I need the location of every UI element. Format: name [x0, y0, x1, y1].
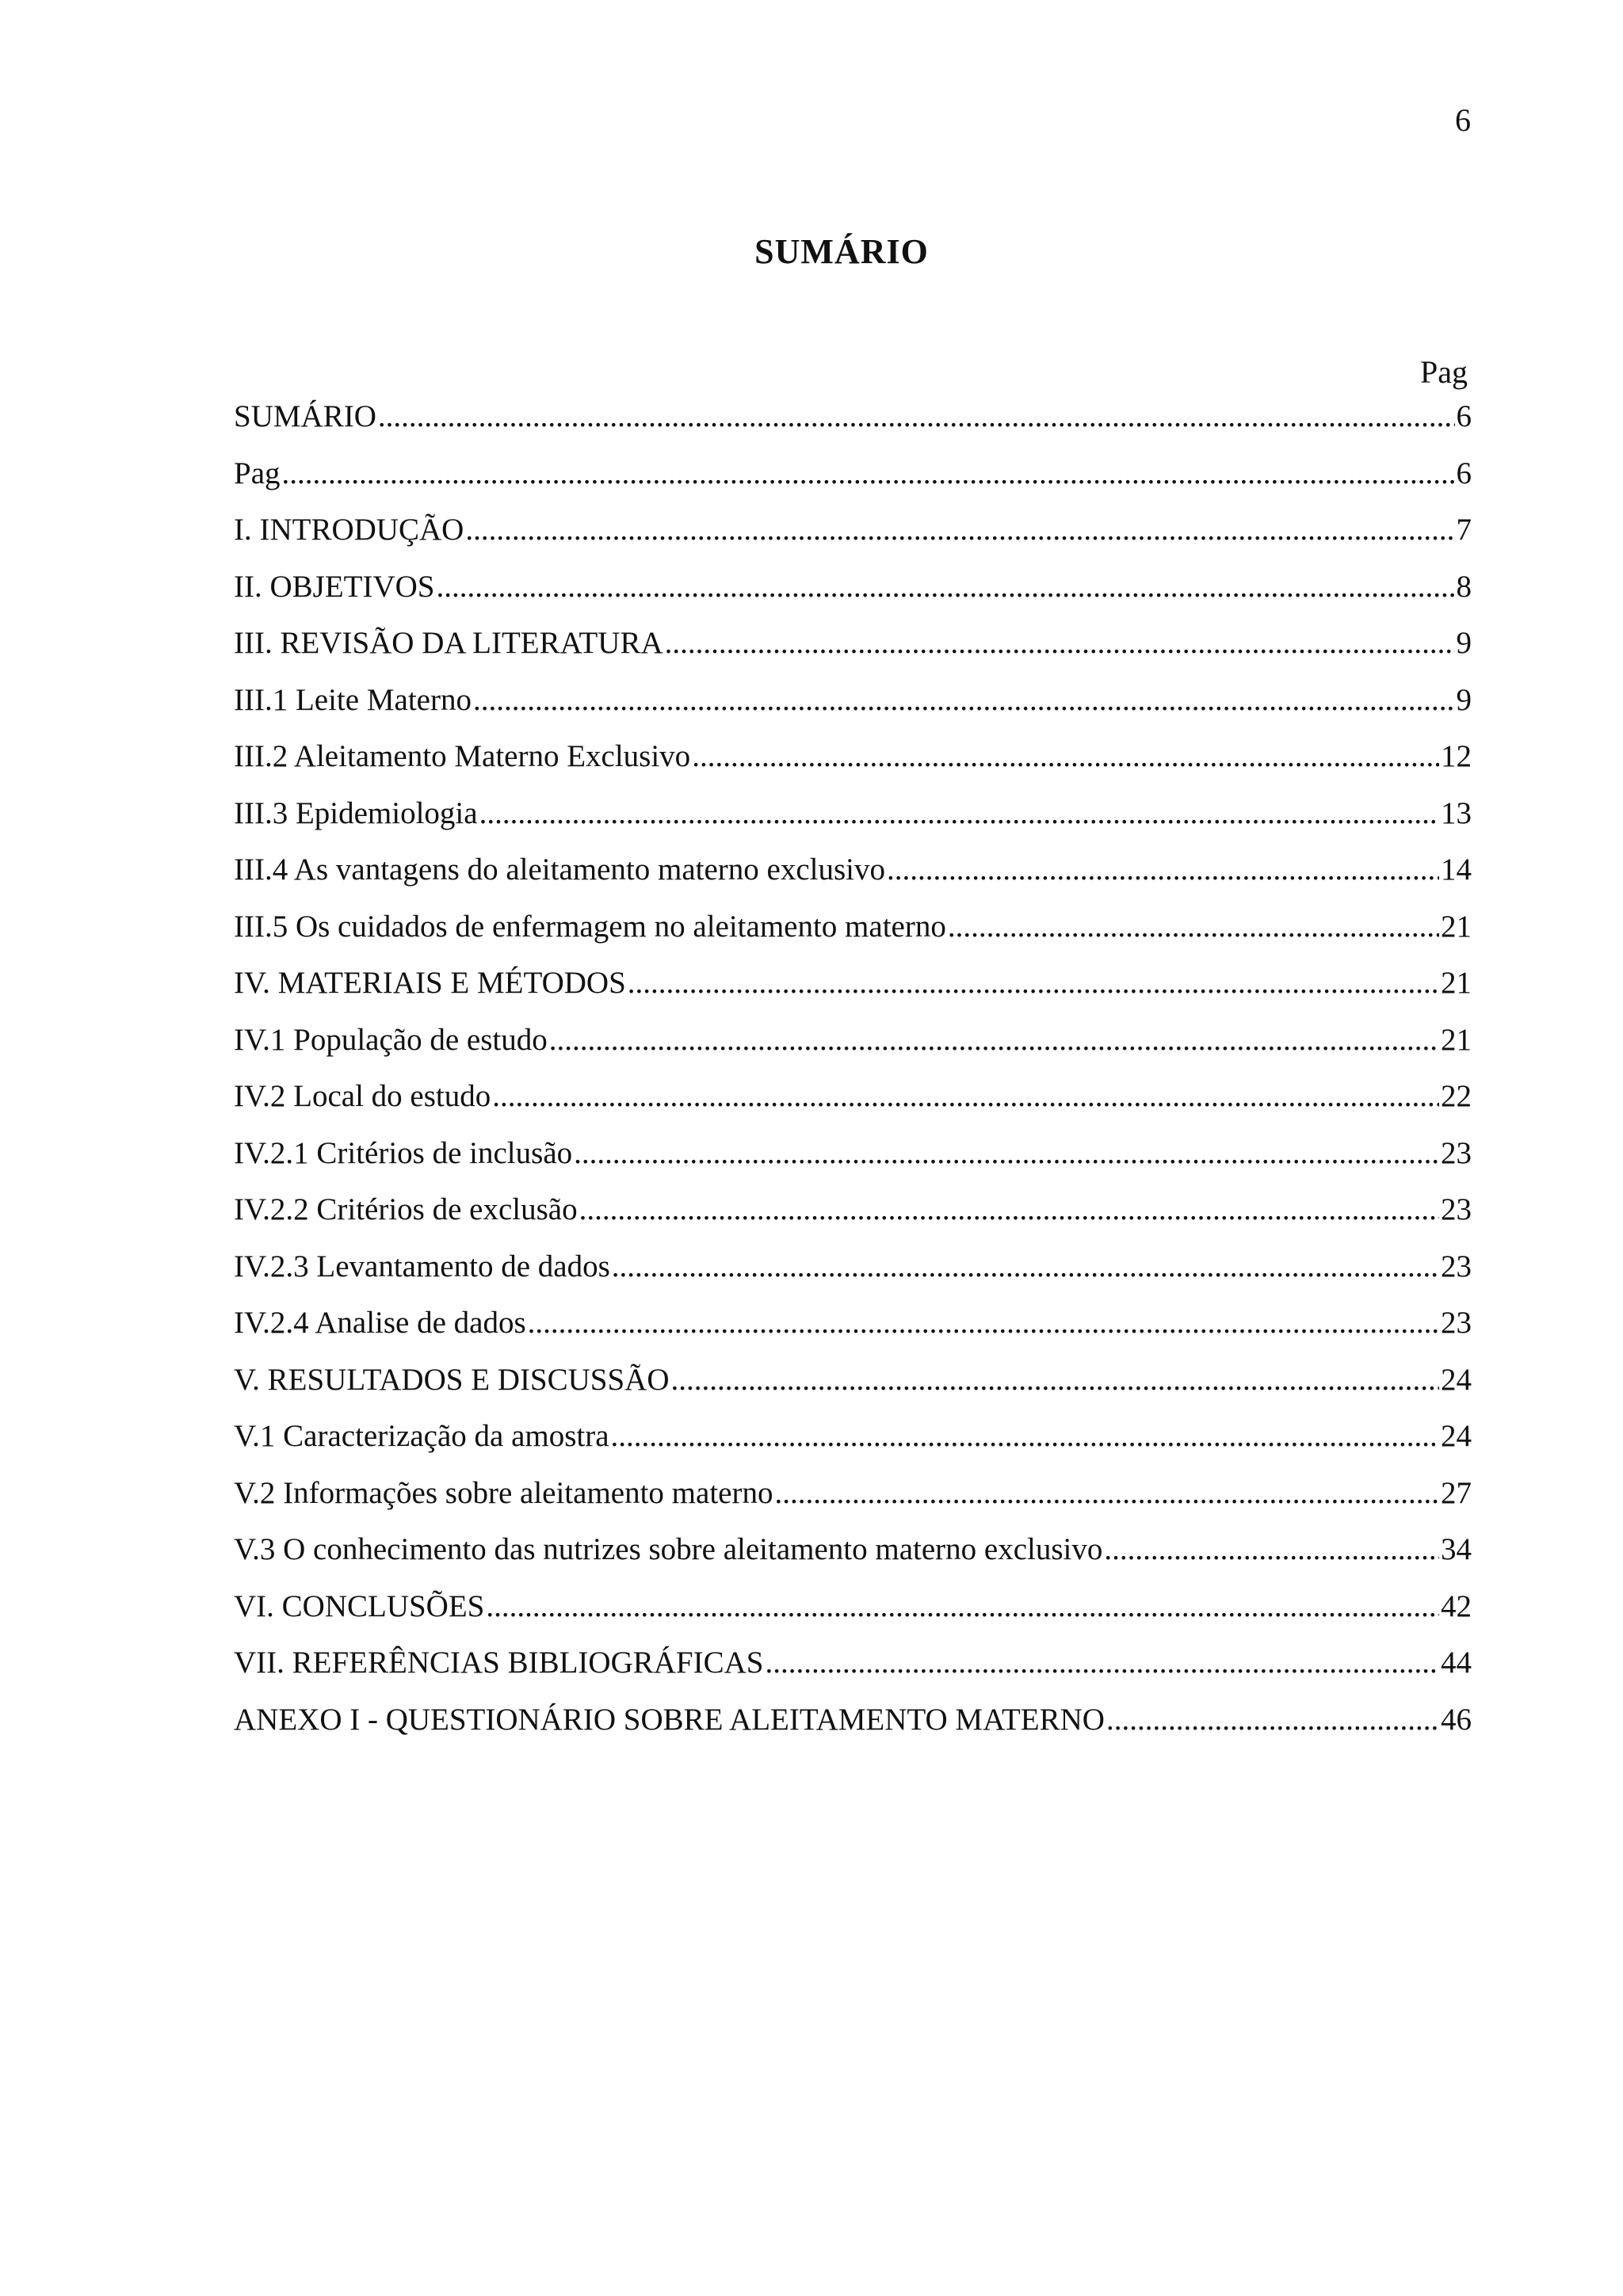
- toc-entry-title: SUMÁRIO: [234, 399, 376, 433]
- dot-leader: [692, 736, 1439, 777]
- toc-entry-title: III.4 As vantagens do aleitamento materno exclusivo: [234, 852, 886, 887]
- toc-entry-page: 23: [1441, 1135, 1472, 1170]
- toc-entry[interactable]: [234, 509, 1472, 566]
- toc-entry-title: Pag: [234, 456, 281, 490]
- toc-entry-title: V. RESULTADOS E DISCUSSÃO: [234, 1362, 670, 1397]
- toc-entry-title: V.2 Informações sobre aleitamento materno: [234, 1475, 773, 1510]
- dot-leader: [628, 963, 1439, 1004]
- toc-entry[interactable]: [234, 1246, 1472, 1303]
- toc-entry-title: IV.2.4 Analise de dados: [234, 1306, 526, 1340]
- toc-entry-title: V.1 Caracterização da amostra: [234, 1419, 609, 1453]
- toc-entry-title: III.2 Aleitamento Materno Exclusivo: [234, 739, 691, 773]
- toc-entry-title: IV. MATERIAIS E MÉTODOS: [234, 966, 626, 1000]
- dot-leader: [612, 1246, 1439, 1287]
- toc-entry[interactable]: [234, 1360, 1472, 1417]
- dot-leader: [1104, 1529, 1439, 1570]
- toc-entry-page: 23: [1441, 1249, 1472, 1283]
- toc-entry[interactable]: [234, 849, 1472, 906]
- toc-entry-title: IV.2 Local do estudo: [234, 1079, 491, 1113]
- toc-entry[interactable]: [234, 623, 1472, 680]
- toc-entry[interactable]: [234, 453, 1472, 510]
- toc-entry[interactable]: [234, 1020, 1472, 1077]
- toc-entry-page: 21: [1441, 1022, 1472, 1057]
- toc-entry[interactable]: [234, 736, 1472, 793]
- dot-leader: [486, 1586, 1439, 1627]
- toc-entry[interactable]: [234, 1529, 1472, 1586]
- dot-leader: [465, 509, 1454, 551]
- toc-entry-page: 21: [1441, 909, 1472, 944]
- toc-entry-title: IV.2.3 Levantamento de dados: [234, 1249, 610, 1283]
- dot-leader: [671, 1360, 1439, 1401]
- toc-entry-page: 24: [1441, 1419, 1472, 1453]
- toc-entry[interactable]: [234, 1642, 1472, 1699]
- dot-leader: [948, 906, 1439, 948]
- toc-entry[interactable]: [234, 1189, 1472, 1246]
- dot-leader: [579, 1189, 1439, 1230]
- toc-entry-page: 23: [1441, 1192, 1472, 1226]
- dot-leader: [765, 1642, 1439, 1684]
- toc-entry[interactable]: [234, 396, 1472, 453]
- toc-entry-page: 6: [1456, 456, 1472, 490]
- toc-entry-page: 42: [1441, 1589, 1472, 1623]
- dot-leader: [574, 1133, 1439, 1174]
- dot-leader: [473, 680, 1455, 721]
- dot-leader: [378, 396, 1455, 437]
- toc-entry[interactable]: [234, 1586, 1472, 1643]
- toc-entry-page: 21: [1441, 966, 1472, 1000]
- toc-entry-title: ANEXO I - QUESTIONÁRIO SOBRE ALEITAMENTO MATERNO: [234, 1702, 1105, 1737]
- toc-entry-title: III.5 Os cuidados de enfermagem no aleitamento materno: [234, 909, 946, 944]
- toc-entry-page: 8: [1456, 569, 1472, 604]
- dot-leader: [549, 1020, 1439, 1061]
- toc-entry-page: 12: [1441, 739, 1472, 773]
- dot-leader: [1106, 1699, 1439, 1741]
- toc-entry-title: IV.2.1 Critérios de inclusão: [234, 1135, 573, 1170]
- toc-entry-page: 23: [1441, 1306, 1472, 1340]
- toc-entry-page: 34: [1441, 1532, 1472, 1566]
- toc-entry[interactable]: [234, 566, 1472, 624]
- toc-entry-page: 22: [1441, 1079, 1472, 1113]
- toc-entry-page: 13: [1441, 795, 1472, 830]
- dot-leader: [479, 793, 1439, 834]
- page-title: SUMÁRIO: [754, 232, 929, 271]
- dot-leader: [528, 1302, 1439, 1344]
- toc-entry-title: III.3 Epidemiologia: [234, 795, 478, 830]
- dot-leader: [611, 1416, 1439, 1457]
- dot-leader: [436, 566, 1454, 608]
- toc-entry[interactable]: [234, 1473, 1472, 1530]
- toc-entry[interactable]: [234, 1699, 1472, 1756]
- toc-entry-page: 14: [1441, 852, 1472, 887]
- toc-entry[interactable]: [234, 1416, 1472, 1473]
- dot-leader: [774, 1473, 1439, 1514]
- toc-entry-page: 27: [1441, 1475, 1472, 1510]
- toc-entry-page: 9: [1456, 682, 1472, 717]
- toc-entry-title: III. REVISÃO DA LITERATURA: [234, 626, 663, 660]
- dot-leader: [282, 453, 1455, 494]
- table-of-contents: [234, 396, 1472, 1756]
- toc-entry-title: VII. REFERÊNCIAS BIBLIOGRÁFICAS: [234, 1646, 764, 1680]
- toc-entry[interactable]: [234, 793, 1472, 850]
- toc-entry[interactable]: [234, 680, 1472, 737]
- toc-entry-title: IV.1 População de estudo: [234, 1022, 548, 1057]
- toc-entry-page: 9: [1456, 626, 1472, 660]
- page-number: 6: [1455, 102, 1471, 138]
- toc-entry[interactable]: [234, 906, 1472, 963]
- toc-entry-page: 46: [1441, 1702, 1472, 1737]
- toc-entry-title: I. INTRODUÇÃO: [234, 513, 464, 547]
- page-column-header: Pag: [1420, 354, 1468, 390]
- toc-entry-page: 44: [1441, 1646, 1472, 1680]
- toc-entry-title: II. OBJETIVOS: [234, 569, 435, 604]
- toc-entry[interactable]: [234, 963, 1472, 1020]
- toc-entry-page: 7: [1456, 513, 1472, 547]
- dot-leader: [665, 623, 1455, 664]
- toc-entry[interactable]: [234, 1302, 1472, 1360]
- toc-entry[interactable]: [234, 1133, 1472, 1190]
- toc-entry-page: 6: [1456, 399, 1472, 433]
- toc-entry[interactable]: [234, 1076, 1472, 1133]
- toc-entry-title: III.1 Leite Materno: [234, 682, 472, 717]
- dot-leader: [492, 1076, 1439, 1117]
- toc-entry-title: IV.2.2 Critérios de exclusão: [234, 1192, 578, 1226]
- dot-leader: [887, 849, 1439, 891]
- toc-entry-page: 24: [1441, 1362, 1472, 1397]
- toc-entry-title: VI. CONCLUSÕES: [234, 1589, 485, 1623]
- toc-entry-title: V.3 O conhecimento das nutrizes sobre aleitamento materno exclusivo: [234, 1532, 1103, 1566]
